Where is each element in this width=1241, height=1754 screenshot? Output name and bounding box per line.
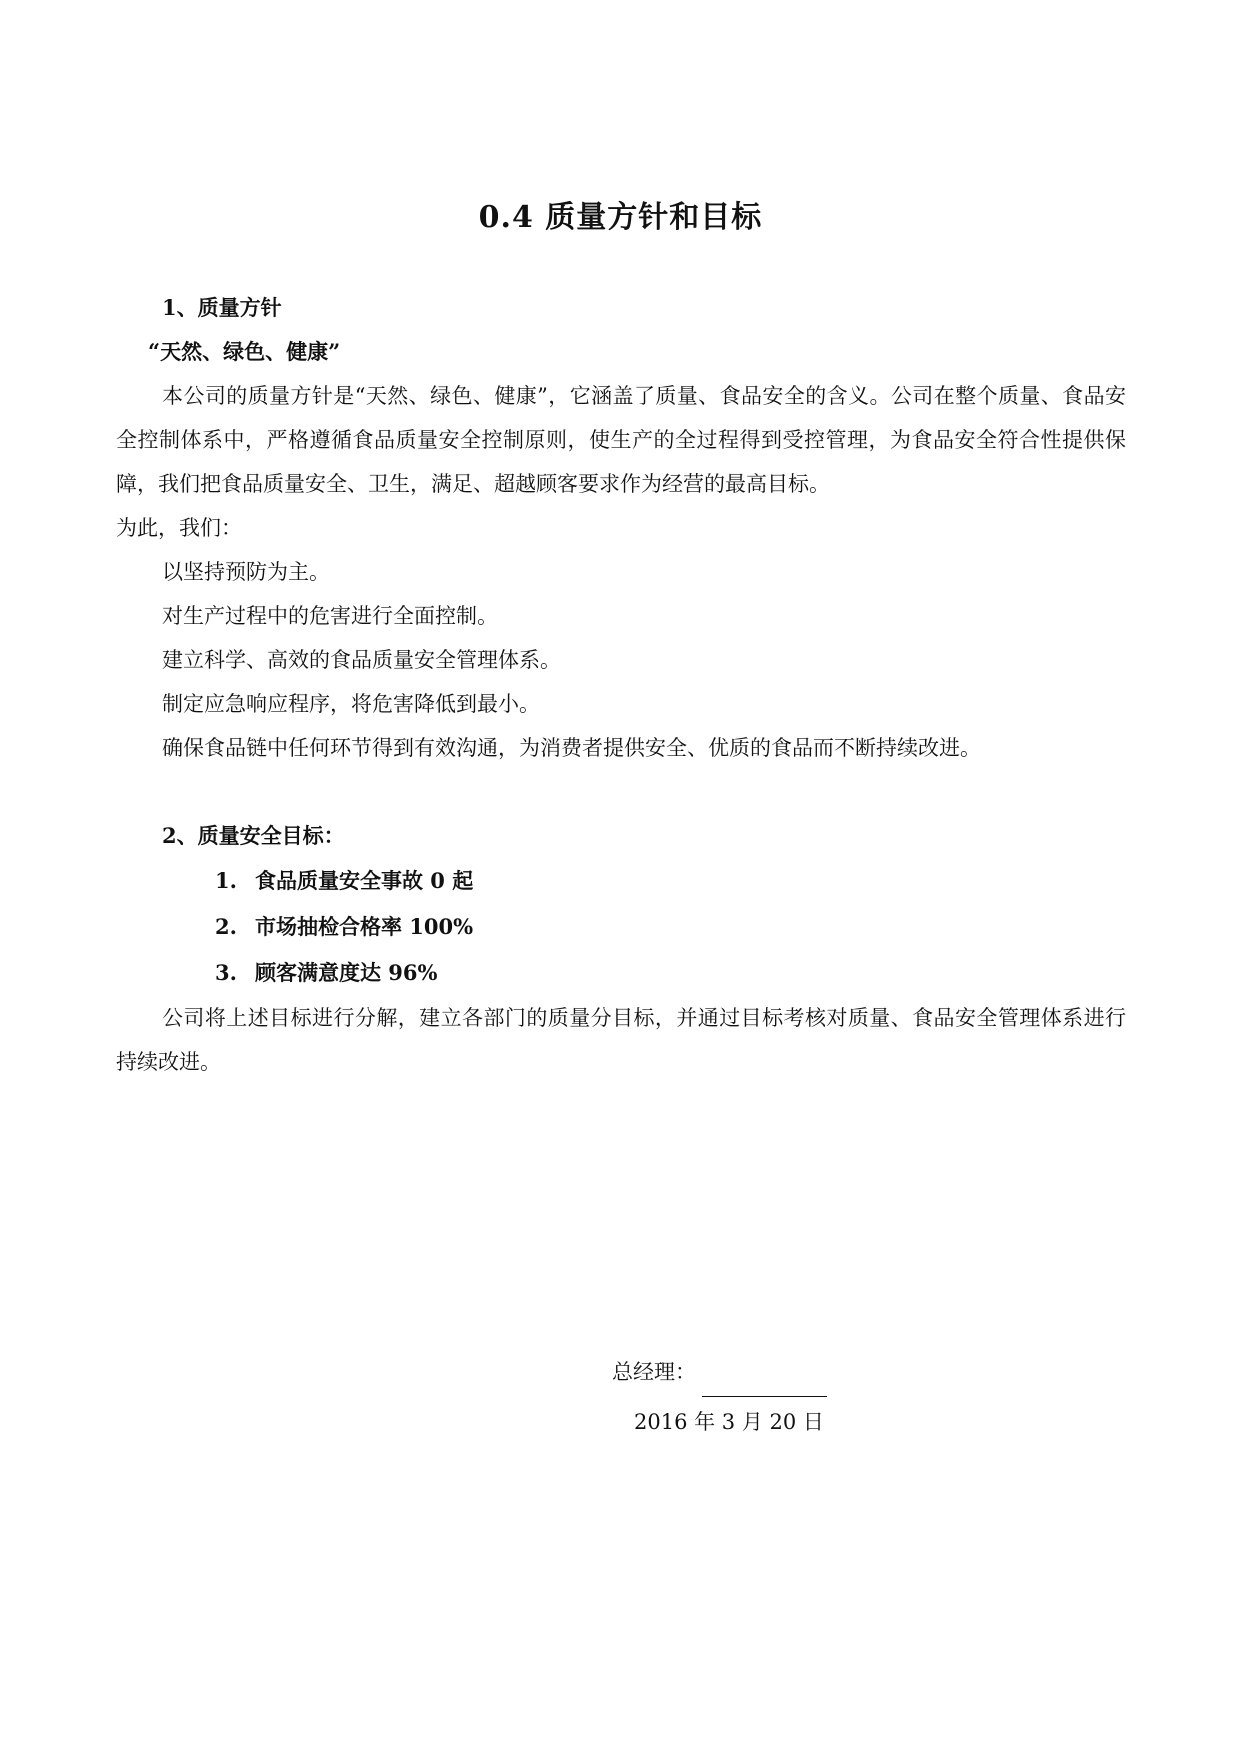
policy-slogan: “天然、绿色、健康” <box>148 339 341 364</box>
signature-line <box>702 1366 827 1397</box>
policy-lead: 为此，我们： <box>116 516 242 540</box>
closing-paragraph: 公司将上述目标进行分解，建立各部门的质量分目标，并通过目标考核对质量、食品安全管理体系进行持续改进。 <box>116 1006 1126 1074</box>
goal-item <box>116 950 1126 996</box>
commitment-item: 对生产过程中的危害进行全面控制。 <box>162 604 498 628</box>
policy-paragraph: 本公司的质量方针是“天然、绿色、健康”，它涵盖了质量、食品安全的含义。公司在整个质量、食品安全控制体系中，严格遵循食品质量安全控制原则，使生产的全过程得到受控管理，为食品安全符合性提供保障，我们把食品质量安全、卫生，满足、超越顾客要求作为经营的最高目标。 <box>116 384 1126 496</box>
goal-text: 市场抽检合格率 100% <box>255 914 474 939</box>
section-spacer <box>116 770 1126 814</box>
goal-number: 2. <box>215 914 237 939</box>
goal-number: 3. <box>215 960 237 985</box>
goal-text: 食品质量安全事故 0 起 <box>255 868 474 893</box>
commitment-item: 确保食品链中任何环节得到有效沟通，为消费者提供安全、优质的食品而不断持续改进。 <box>162 736 981 760</box>
goal-text: 顾客满意度达 96% <box>255 960 438 985</box>
signature-row <box>612 1347 827 1397</box>
goal-item <box>116 858 1126 904</box>
page-title: 0.4 质量方针和目标 <box>478 200 763 235</box>
section1-heading: 1、质量方针 <box>162 295 282 320</box>
signature-block <box>612 1347 827 1447</box>
goal-number: 1. <box>215 868 237 893</box>
commitment-item: 以坚持预防为主。 <box>162 560 330 584</box>
document-body <box>116 286 1126 1084</box>
commitment-item: 制定应急响应程序，将危害降低到最小。 <box>162 692 540 716</box>
section2-heading: 2、质量安全目标： <box>162 823 345 848</box>
commitment-item: 建立科学、高效的食品质量安全管理体系。 <box>162 648 561 672</box>
goal-list <box>116 858 1126 996</box>
signature-date: 2016 年 3 月 20 日 <box>634 1410 824 1434</box>
signature-label: 总经理： <box>612 1360 696 1384</box>
goal-item <box>116 904 1126 950</box>
